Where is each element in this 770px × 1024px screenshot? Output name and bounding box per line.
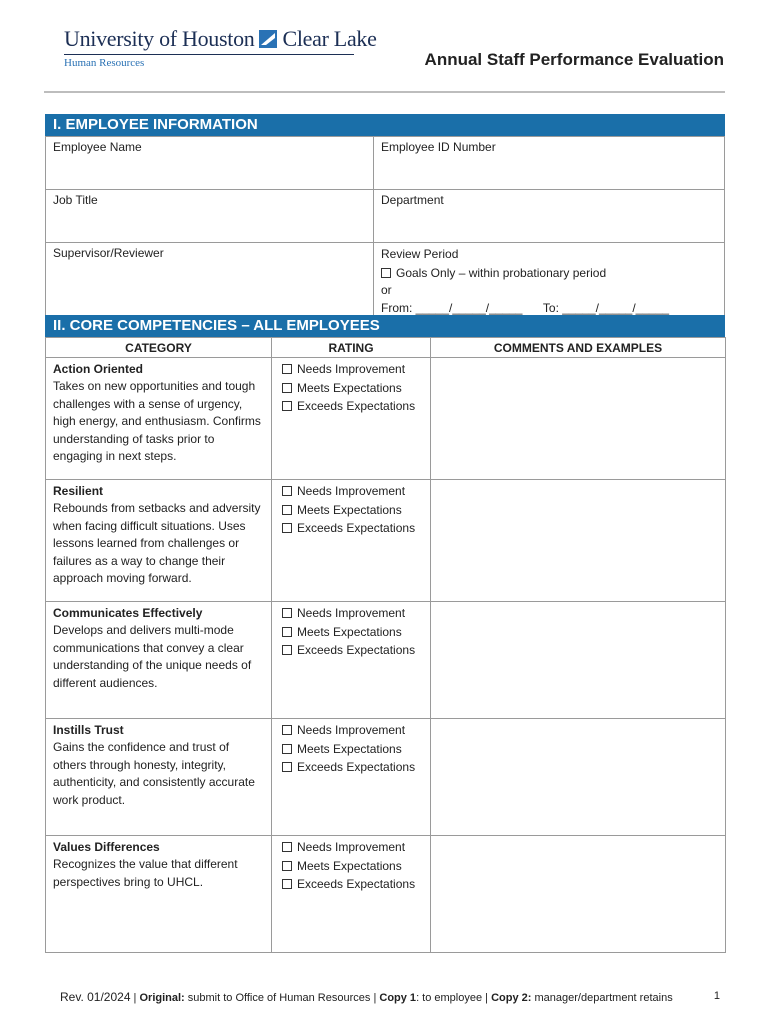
rating-checkbox[interactable]: [282, 645, 292, 655]
competency-name: Communicates Effectively: [53, 606, 203, 620]
rating-checkbox[interactable]: [282, 383, 292, 393]
competency-name: Instills Trust: [53, 723, 124, 737]
rating-option[interactable]: [282, 623, 423, 642]
goals-only-checkbox[interactable]: [381, 268, 391, 278]
competency-category-cell: [46, 602, 272, 719]
rating-checkbox[interactable]: [282, 762, 292, 772]
rating-label: Needs Improvement: [297, 484, 406, 498]
category-column-header: CATEGORY: [46, 338, 272, 358]
rating-checkbox[interactable]: [282, 505, 292, 515]
competency-description: Recognizes the value that different perspectives bring to UHCL.: [53, 857, 238, 889]
rating-option[interactable]: [282, 721, 423, 740]
rating-option[interactable]: [282, 838, 423, 857]
rating-option[interactable]: [282, 360, 423, 379]
rating-option[interactable]: [282, 758, 423, 777]
competency-rating-cell: [272, 602, 431, 719]
page-footer: [60, 990, 720, 1004]
rating-checkbox[interactable]: [282, 608, 292, 618]
logo-text-right: Clear Lake: [282, 26, 377, 51]
job-title-label: Job Title: [53, 193, 98, 207]
rating-checkbox[interactable]: [282, 523, 292, 533]
rating-label: Exceeds Expectations: [297, 399, 416, 414]
competency-description: Rebounds from setbacks and adversity when facing difficult situations. Uses lessons learned from challenges or failures as a way to change their approach moving forward.: [53, 501, 261, 586]
copy1-text: : to employee: [416, 992, 483, 1004]
rating-column-header: RATING: [272, 338, 431, 358]
comments-column-header: COMMENTS AND EXAMPLES: [431, 338, 726, 358]
competency-rating-cell: [272, 719, 431, 836]
logo-text-left: University of Houston: [64, 26, 255, 51]
from-date-field[interactable]: From: _____/_____/_____: [381, 300, 523, 315]
competency-category-cell: [46, 358, 272, 480]
department-field[interactable]: [374, 190, 725, 243]
rating-option[interactable]: [282, 482, 423, 501]
competency-row: [46, 358, 726, 480]
header-divider: [44, 91, 725, 93]
department-label: Department: [381, 193, 444, 207]
rating-checkbox[interactable]: [282, 364, 292, 374]
employee-id-field[interactable]: [374, 137, 725, 190]
page-number: 1: [713, 990, 720, 1002]
rating-option[interactable]: [282, 875, 423, 894]
competency-rating-cell: [272, 836, 431, 953]
rating-label: Meets Expectations: [297, 502, 402, 517]
document-title: Annual Staff Performance Evaluation: [424, 50, 724, 69]
competency-name: Action Oriented: [53, 362, 144, 376]
rating-label: Meets Expectations: [297, 380, 402, 395]
job-title-field[interactable]: [46, 190, 374, 243]
review-period-label: Review Period: [381, 247, 459, 261]
rating-checkbox[interactable]: [282, 842, 292, 852]
rating-checkbox[interactable]: [282, 401, 292, 411]
competency-description: Develops and delivers multi-mode communications that convey a clear understanding of the unique needs of different audiences.: [53, 623, 252, 690]
supervisor-label: Supervisor/Reviewer: [53, 246, 164, 260]
rating-option[interactable]: [282, 397, 423, 416]
original-text: submit to Office of Human Resources: [187, 992, 371, 1004]
competency-row: [46, 836, 726, 953]
rating-label: Meets Expectations: [297, 858, 402, 873]
goals-only-label: Goals Only – within probationary period: [396, 265, 607, 280]
rating-label: Exceeds Expectations: [297, 877, 416, 892]
competency-description: Takes on new opportunities and tough challenges with a sense of urgency, high energy, and enthusiasm. Confirms understanding of tasks prior to engaging in next steps.: [53, 379, 261, 464]
logo-rule: [64, 54, 354, 55]
original-label: Original:: [139, 992, 185, 1004]
rating-label: Needs Improvement: [297, 362, 406, 376]
rating-label: Needs Improvement: [297, 840, 406, 854]
footer-text: Rev. 01/2024 | Original: submit to Office of Human Resources | Copy 1: to employee | Copy 2: manager/department retains: [60, 990, 673, 1004]
employee-id-label: Employee ID Number: [381, 140, 496, 154]
employee-information-table: [45, 136, 725, 321]
revision-label: Rev. 01/2024: [60, 990, 131, 1004]
rating-checkbox[interactable]: [282, 725, 292, 735]
competency-description: Gains the confidence and trust of others through honesty, integrity, authenticity, and consistently accurate work product.: [53, 740, 255, 807]
competency-comments-field[interactable]: [431, 719, 726, 836]
competency-comments-field[interactable]: [431, 602, 726, 719]
rating-checkbox[interactable]: [282, 861, 292, 871]
rating-option[interactable]: [282, 857, 423, 876]
competency-category-cell: [46, 480, 272, 602]
rating-option[interactable]: [282, 501, 423, 520]
logo-subtitle: Human Resources: [64, 57, 145, 69]
copy1-label: Copy 1: [379, 992, 417, 1004]
rating-option[interactable]: [282, 641, 423, 660]
supervisor-field[interactable]: [46, 243, 374, 321]
section-core-competencies-header: II. CORE COMPETENCIES – ALL EMPLOYEES: [45, 315, 725, 338]
rating-label: Meets Expectations: [297, 741, 402, 756]
rating-checkbox[interactable]: [282, 486, 292, 496]
logo-wordmark: [64, 26, 377, 52]
rating-label: Needs Improvement: [297, 723, 406, 737]
section-employee-information-header: I. EMPLOYEE INFORMATION: [45, 114, 725, 137]
competency-category-cell: [46, 836, 272, 953]
logo-mark-icon: [259, 30, 277, 48]
goals-only-option[interactable]: [381, 264, 717, 283]
employee-name-field[interactable]: [46, 137, 374, 190]
to-date-field[interactable]: To: _____/_____/_____: [542, 300, 670, 315]
rating-label: Meets Expectations: [297, 624, 402, 639]
copy2-text: manager/department retains: [534, 992, 673, 1004]
competency-row: [46, 480, 726, 602]
rating-label: Exceeds Expectations: [297, 760, 416, 775]
review-period-or: or: [381, 283, 392, 298]
rating-label: Exceeds Expectations: [297, 643, 416, 658]
core-competencies-table: [45, 337, 726, 953]
rating-option[interactable]: [282, 740, 423, 759]
competency-name: Resilient: [53, 484, 104, 498]
rating-checkbox[interactable]: [282, 627, 292, 637]
competency-comments-field[interactable]: [431, 836, 726, 953]
rating-checkbox[interactable]: [282, 744, 292, 754]
competency-rating-cell: [272, 480, 431, 602]
employee-name-label: Employee Name: [53, 140, 142, 154]
review-period-field: [374, 243, 725, 321]
competency-comments-field[interactable]: [431, 480, 726, 602]
competency-row: [46, 602, 726, 719]
rating-option[interactable]: [282, 519, 423, 538]
uhcl-logo: [64, 26, 377, 69]
copy2-label: Copy 2:: [491, 992, 532, 1004]
rating-checkbox[interactable]: [282, 879, 292, 889]
rating-option[interactable]: [282, 379, 423, 398]
competency-comments-field[interactable]: [431, 358, 726, 480]
competency-name: Values Differences: [53, 840, 160, 854]
rating-label: Needs Improvement: [297, 606, 406, 620]
competency-row: [46, 719, 726, 836]
rating-label: Exceeds Expectations: [297, 521, 416, 536]
competency-category-cell: [46, 719, 272, 836]
competency-rating-cell: [272, 358, 431, 480]
rating-option[interactable]: [282, 604, 423, 623]
